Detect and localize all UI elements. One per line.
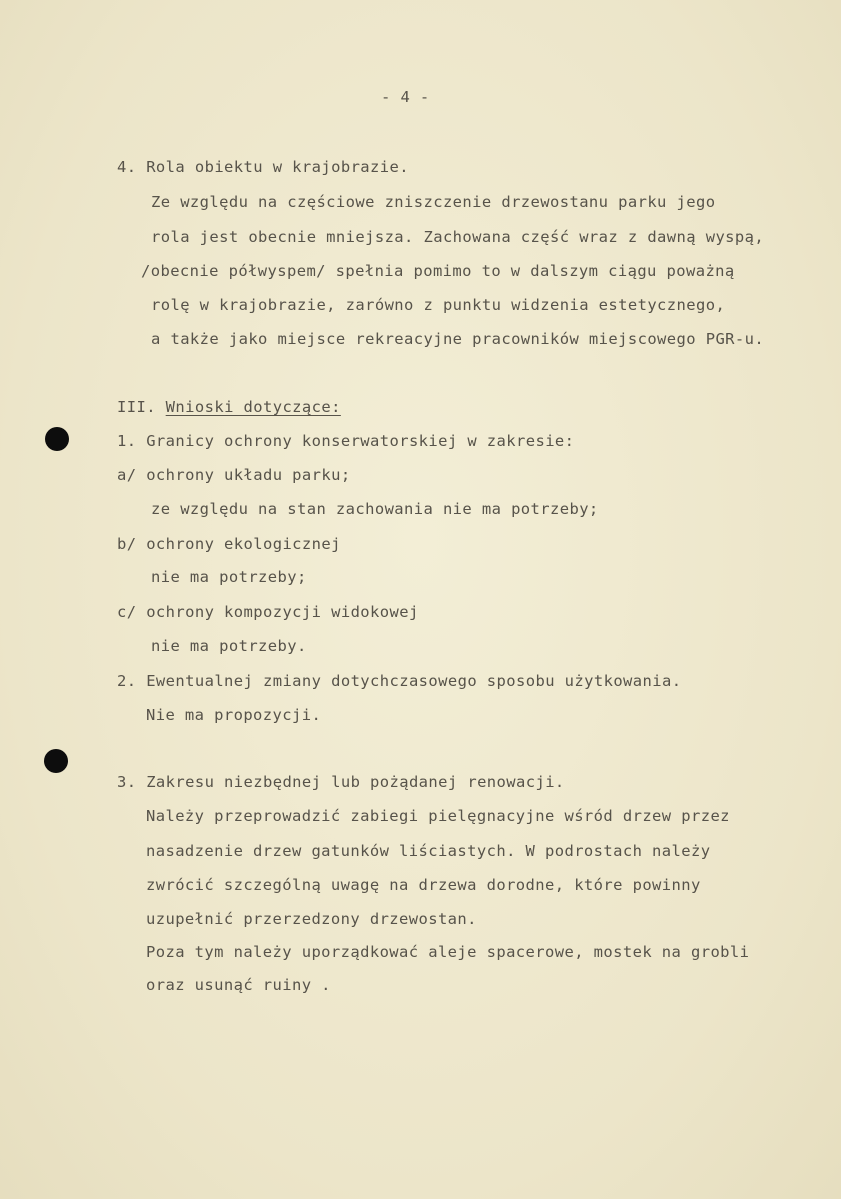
punch-hole-bottom (44, 749, 68, 773)
item-3-line-6: oraz usunąć ruiny . (146, 976, 331, 994)
section-4-heading: 4. Rola obiektu w krajobrazie. (117, 158, 409, 176)
item-2: 2. Ewentualnej zmiany dotychczasowego sposobu użytkowania. (117, 672, 682, 690)
section-3-heading-prefix: III. (117, 398, 156, 416)
item-3-line-1: Należy przeprowadzić zabiegi pielęgnacyjne wśród drzew przez (146, 807, 730, 825)
item-c-detail: nie ma potrzeby. (151, 637, 307, 655)
item-b: b/ ochrony ekologicznej (117, 535, 341, 553)
item-3-line-5: Poza tym należy uporządkować aleje spacerowe, mostek na grobli (146, 943, 750, 961)
section-4-line-2: rola jest obecnie mniejsza. Zachowana część wraz z dawną wyspą, (151, 228, 765, 246)
section-4-line-1: Ze względu na częściowe zniszczenie drzewostanu parku jego (151, 193, 716, 211)
item-b-detail: nie ma potrzeby; (151, 568, 307, 586)
item-c: c/ ochrony kompozycji widokowej (117, 603, 419, 621)
item-2-detail: Nie ma propozycji. (146, 706, 322, 724)
item-3-line-4: uzupełnić przerzedzony drzewostan. (146, 910, 477, 928)
item-3-line-3: zwrócić szczególną uwagę na drzewa dorodne, które powinny (146, 876, 701, 894)
item-1: 1. Granicy ochrony konserwatorskiej w zakresie: (117, 432, 575, 450)
item-3-line-2: nasadzenie drzew gatunków liściastych. W podrostach należy (146, 842, 711, 860)
section-4-line-5: a także jako miejsce rekreacyjne pracowników miejscowego PGR-u. (151, 330, 765, 348)
item-a: a/ ochrony układu parku; (117, 466, 351, 484)
item-3: 3. Zakresu niezbędnej lub pożądanej renowacji. (117, 773, 565, 791)
section-3-heading-title: Wnioski dotyczące: (165, 398, 341, 416)
item-a-detail: ze względu na stan zachowania nie ma potrzeby; (151, 500, 599, 518)
page-number: - 4 - (381, 88, 430, 106)
section-3-heading (117, 397, 341, 417)
punch-hole-top (45, 427, 69, 451)
section-4-line-4: rolę w krajobrazie, zarówno z punktu widzenia estetycznego, (151, 296, 726, 314)
section-4-line-3: /obecnie półwyspem/ spełnia pomimo to w dalszym ciągu poważną (141, 262, 735, 280)
